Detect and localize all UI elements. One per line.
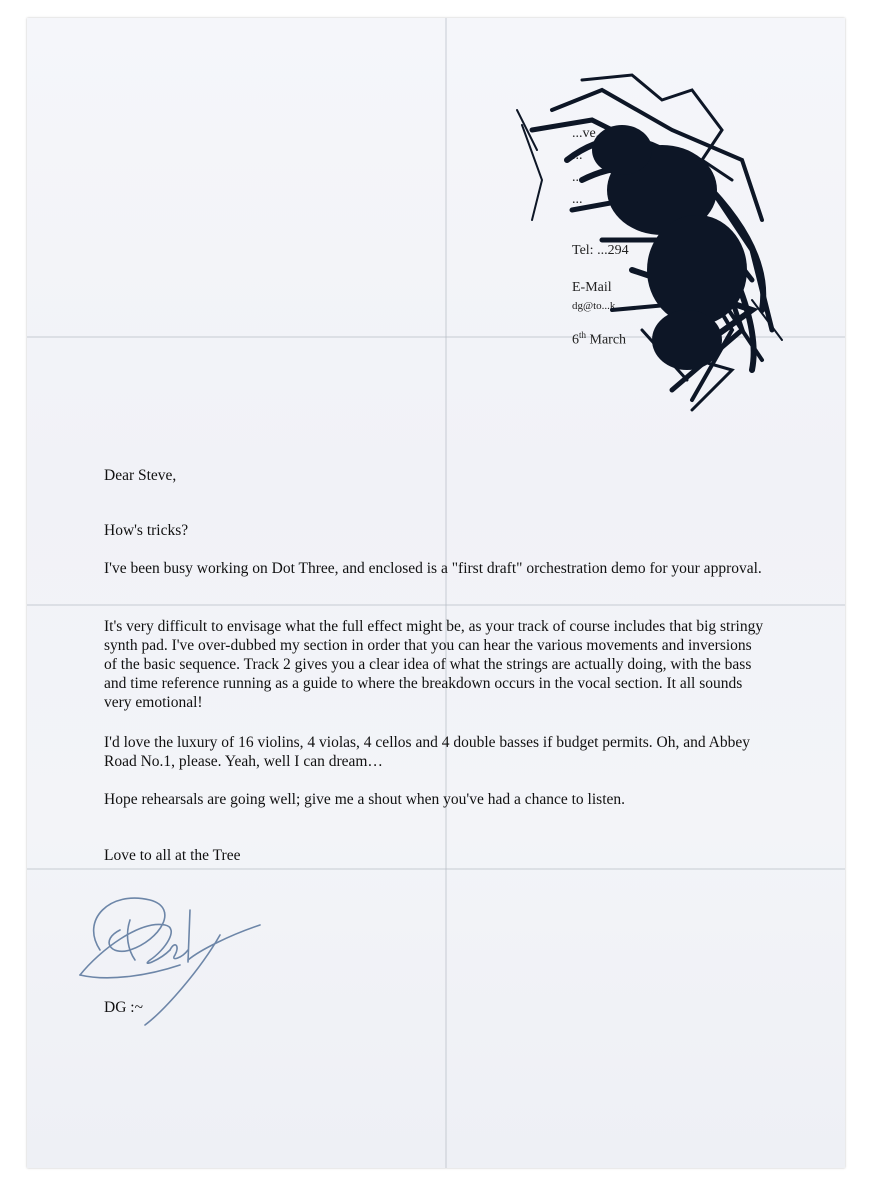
handwritten-signature: [70, 880, 270, 1040]
address-line-4: ...: [572, 192, 583, 207]
email-label: E-Mail: [572, 280, 612, 295]
date-suffix: th: [579, 330, 587, 340]
paragraph-3: It's very difficult to envisage what the full effect might be, as your track of course includes that big stringy synth pad. I've over-dubbed my section in order that you can hear the various movements and inversions of the basic sequence. Track 2 gives you a clear idea of what the strings are actually doing, with the bass and time reference running as a guide to where the breakdown occurs in the vocal section. It all sounds very emotional!: [104, 618, 764, 711]
email-address: dg@to...k: [572, 300, 616, 312]
paragraph-2: I've been busy working on Dot Three, and enclosed is a "first draft" orchestration demo for your approval.: [104, 560, 762, 577]
closing: Love to all at the Tree: [104, 847, 241, 864]
paragraph-5: Hope rehearsals are going well; give me a shout when you've had a chance to listen.: [104, 791, 626, 808]
address-line-1: ...ve,: [572, 126, 600, 141]
address-line-3: ...: [572, 170, 583, 185]
salutation: Dear Steve,: [104, 467, 177, 484]
sign-off: DG :~: [104, 999, 143, 1016]
fold-line-2: [27, 604, 845, 606]
address-line-2: ...: [572, 148, 583, 163]
fold-line-vertical: [445, 18, 447, 1168]
telephone-line: Tel: ...294: [572, 243, 629, 258]
date-month: March: [589, 332, 627, 348]
paragraph-1: How's tricks?: [104, 522, 189, 539]
redaction-scribble: [512, 70, 787, 415]
fold-line-3: [27, 868, 845, 870]
paragraph-4: I'd love the luxury of 16 violins, 4 violas, 4 cellos and 4 double basses if budget permits. Oh, and Abbey Road No.1, please. Yeah, well I can dream…: [104, 734, 750, 770]
date-day: 6: [572, 332, 579, 348]
